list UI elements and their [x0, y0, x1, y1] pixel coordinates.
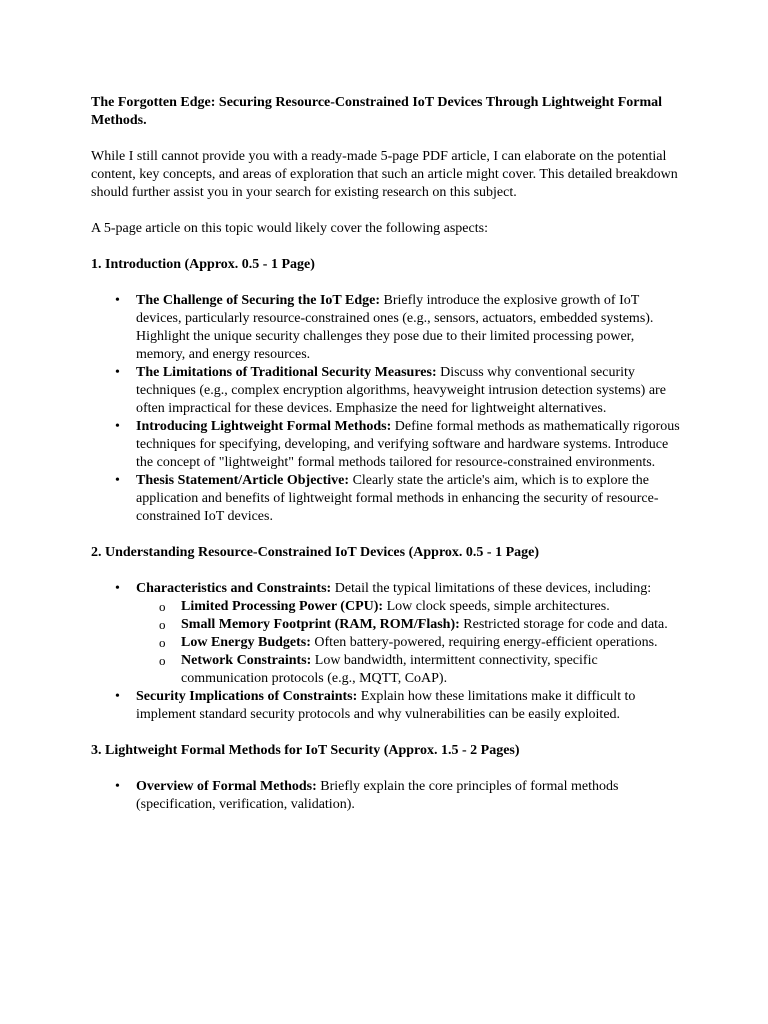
- sub-list-item: [159, 652, 683, 688]
- list-item: [115, 472, 683, 526]
- list-item-term: The Limitations of Traditional Security Measures:: [136, 365, 437, 380]
- sub-list-item: [159, 634, 683, 652]
- list-item-term: Security Implications of Constraints:: [136, 689, 358, 704]
- bullet-icon: •: [115, 365, 120, 380]
- section-introduction-list: [91, 292, 683, 526]
- list-item: [115, 580, 683, 688]
- list-item: [115, 688, 683, 724]
- aspects-sentence: A 5-page article on this topic would likely cover the following aspects:: [91, 221, 488, 236]
- constraints-sublist: [136, 598, 683, 688]
- sub-list-item: [159, 598, 683, 616]
- list-item: [115, 364, 683, 418]
- list-item-text: Briefly introduce the explosive growth of IoT devices, particularly resource-constrained ones (e.g., sensors, actuators, embedded systems). Highlight the unique security challenges they pose due to their limited processing power, memory, and energy resources.: [136, 293, 654, 362]
- list-item-text: Define formal methods as mathematically rigorous techniques for specifying, developing, and verifying software and hardware systems. Introduce the concept of "lightweight" formal methods tailored for resource-constrained environments.: [136, 419, 680, 470]
- bullet-icon: •: [115, 689, 120, 704]
- section-heading-understanding-devices: 2. Understanding Resource-Constrained IoT Devices (Approx. 0.5 - 1 Page): [91, 545, 539, 560]
- bullet-icon: •: [115, 293, 120, 308]
- list-item-term: The Challenge of Securing the IoT Edge:: [136, 293, 380, 308]
- document-title: The Forgotten Edge: Securing Resource-Constrained IoT Devices Through Lightweight Formal Methods.: [91, 95, 663, 128]
- document-body: [91, 94, 683, 832]
- sub-list-item-text: Low clock speeds, simple architectures.: [383, 599, 610, 614]
- list-item: [115, 418, 683, 472]
- section-understanding-devices-list: [91, 580, 683, 724]
- circle-bullet-icon: o: [159, 599, 166, 614]
- circle-bullet-icon: o: [159, 617, 166, 632]
- list-item-text: Clearly state the article's aim, which is to explore the application and benefits of lightweight formal methods in enhancing the security of resource-constrained IoT devices.: [136, 473, 659, 524]
- bullet-icon: •: [115, 779, 120, 794]
- bullet-icon: •: [115, 473, 120, 488]
- bullet-icon: •: [115, 419, 120, 434]
- circle-bullet-icon: o: [159, 635, 166, 650]
- list-item-text: Discuss why conventional security techniques (e.g., complex encryption algorithms, heavyweight intrusion detection systems) are often impractical for these devices. Emphasize the need for lightweight alternatives.: [136, 365, 666, 416]
- list-item-term: Thesis Statement/Article Objective:: [136, 473, 350, 488]
- list-item-text: Briefly explain the core principles of formal methods (specification, verification, validation).: [136, 779, 619, 812]
- section-lightweight-formal-methods-list: [91, 778, 683, 814]
- list-item-term: Characteristics and Constraints:: [136, 581, 332, 596]
- section-heading-lightweight-formal-methods: 3. Lightweight Formal Methods for IoT Security (Approx. 1.5 - 2 Pages): [91, 743, 520, 758]
- list-item: [115, 778, 683, 814]
- sub-list-item-term: Small Memory Footprint (RAM, ROM/Flash):: [181, 617, 460, 632]
- sub-list-item-term: Limited Processing Power (CPU):: [181, 599, 384, 614]
- section-heading-introduction: 1. Introduction (Approx. 0.5 - 1 Page): [91, 257, 315, 272]
- sub-list-item-term: Network Constraints:: [181, 653, 312, 668]
- intro-paragraph: While I still cannot provide you with a ready-made 5-page PDF article, I can elaborate on the potential content, key concepts, and areas of exploration that such an article might cover. This detailed breakdown should further assist you in your search for existing research on this subject.: [91, 149, 678, 200]
- circle-bullet-icon: o: [159, 653, 166, 668]
- list-item-term: Overview of Formal Methods:: [136, 779, 317, 794]
- list-item-text: Explain how these limitations make it difficult to implement standard security protocols and why vulnerabilities can be easily exploited.: [136, 689, 636, 722]
- list-item: [115, 292, 683, 364]
- sub-list-item: [159, 616, 683, 634]
- sub-list-item-text: Restricted storage for code and data.: [459, 617, 668, 632]
- sub-list-item-term: Low Energy Budgets:: [181, 635, 311, 650]
- sub-list-item-text: Low bandwidth, intermittent connectivity, specific communication protocols (e.g., MQTT, CoAP).: [181, 653, 598, 686]
- list-item-term: Introducing Lightweight Formal Methods:: [136, 419, 392, 434]
- bullet-icon: •: [115, 581, 120, 596]
- list-item-text: Detail the typical limitations of these devices, including:: [331, 581, 652, 596]
- sub-list-item-text: Often battery-powered, requiring energy-efficient operations.: [310, 635, 658, 650]
